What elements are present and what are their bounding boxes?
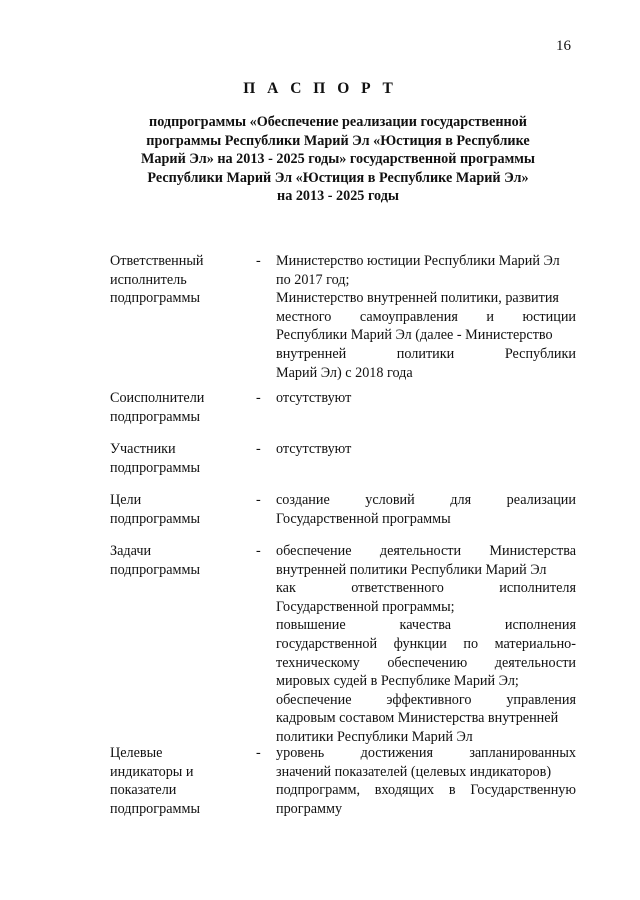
row-dash: - (256, 390, 261, 406)
document-subtitle (118, 113, 558, 206)
row-value (276, 440, 576, 459)
value-line: кадровым составом Министерства внутренней (276, 710, 559, 727)
label-line: Участники (110, 441, 176, 457)
row-label (110, 744, 250, 818)
subtitle-line: подпрограммы «Обеспечение реализации государственной (149, 114, 527, 130)
row-label (110, 542, 250, 579)
label-line: Цели (110, 492, 142, 508)
row-dash: - (256, 441, 261, 457)
label-line: исполнитель (110, 271, 187, 288)
row-label (110, 389, 250, 426)
subtitle-line: на 2013 - 2025 годы (277, 188, 399, 205)
value-line: повышение качества исполнения (276, 617, 576, 634)
label-line: показатели (110, 782, 177, 799)
value-line: Министерство юстиции Республики Марий Эл (276, 253, 560, 269)
label-line: Ответственный (110, 253, 204, 269)
value-line: Министерство внутренней политики, развития (276, 290, 559, 307)
value-line: программу (276, 800, 343, 817)
value-line: по 2017 год; (276, 271, 350, 288)
value-line: политики Республики Марий Эл (276, 728, 473, 745)
value-line: значений показателей (целевых индикаторов) (276, 763, 552, 780)
row-value (276, 389, 576, 408)
value-line: государственной функции по материально- (276, 635, 576, 652)
label-line: индикаторы и (110, 763, 194, 780)
row-label (110, 440, 250, 477)
row-value (276, 252, 576, 382)
label-line: подпрограммы (110, 459, 200, 476)
value-line: Республики Марий Эл (далее - Министерство (276, 327, 553, 344)
value-line: обеспечение эффективного управления (276, 691, 576, 708)
value-line: Государственной программы (276, 510, 451, 527)
value-line: как ответственного исполнителя (276, 580, 576, 597)
value-line: отсутствуют (276, 390, 352, 406)
value-line: создание условий для реализации (276, 492, 576, 508)
value-line: местного самоуправления и юстиции (276, 308, 576, 325)
value-line: обеспечение деятельности Министерства (276, 543, 576, 559)
value-line: уровень достижения запланированных (276, 745, 576, 761)
label-line: Соисполнители (110, 390, 205, 406)
row-value (276, 491, 576, 528)
row-dash: - (256, 492, 261, 508)
page-number: 16 (556, 38, 571, 54)
label-line: Целевые (110, 745, 163, 761)
value-line: техническому обеспечению деятельности (276, 654, 576, 671)
label-line: подпрограммы (110, 510, 200, 527)
value-line: внутренней политики Республики (276, 345, 576, 362)
value-line: внутренней политики Республики Марий Эл (276, 561, 547, 578)
value-line: подпрограмм, входящих в Государственную (276, 782, 576, 799)
value-line: мировых судей в Республике Марий Эл; (276, 673, 519, 690)
subtitle-line: программы Республики Марий Эл «Юстиция в Республике (146, 132, 530, 149)
subtitle-line: Марий Эл» на 2013 - 2025 годы» государственной программы (141, 151, 535, 168)
subtitle-line: Республики Марий Эл «Юстиция в Республике Марий Эл» (147, 169, 529, 186)
value-line: Марий Эл) с 2018 года (276, 364, 413, 381)
label-line: Задачи (110, 543, 152, 559)
row-dash: - (256, 253, 261, 269)
label-line: подпрограммы (110, 290, 200, 307)
label-line: подпрограммы (110, 800, 200, 817)
value-line: Государственной программы; (276, 598, 455, 615)
row-value (276, 744, 576, 818)
row-label (110, 491, 250, 528)
value-line: отсутствуют (276, 441, 352, 457)
document-title: П А С П О Р Т (243, 80, 397, 97)
row-dash: - (256, 543, 261, 559)
label-line: подпрограммы (110, 408, 200, 425)
row-dash: - (256, 745, 261, 761)
label-line: подпрограммы (110, 561, 200, 578)
row-value (276, 542, 576, 747)
row-label (110, 252, 250, 308)
